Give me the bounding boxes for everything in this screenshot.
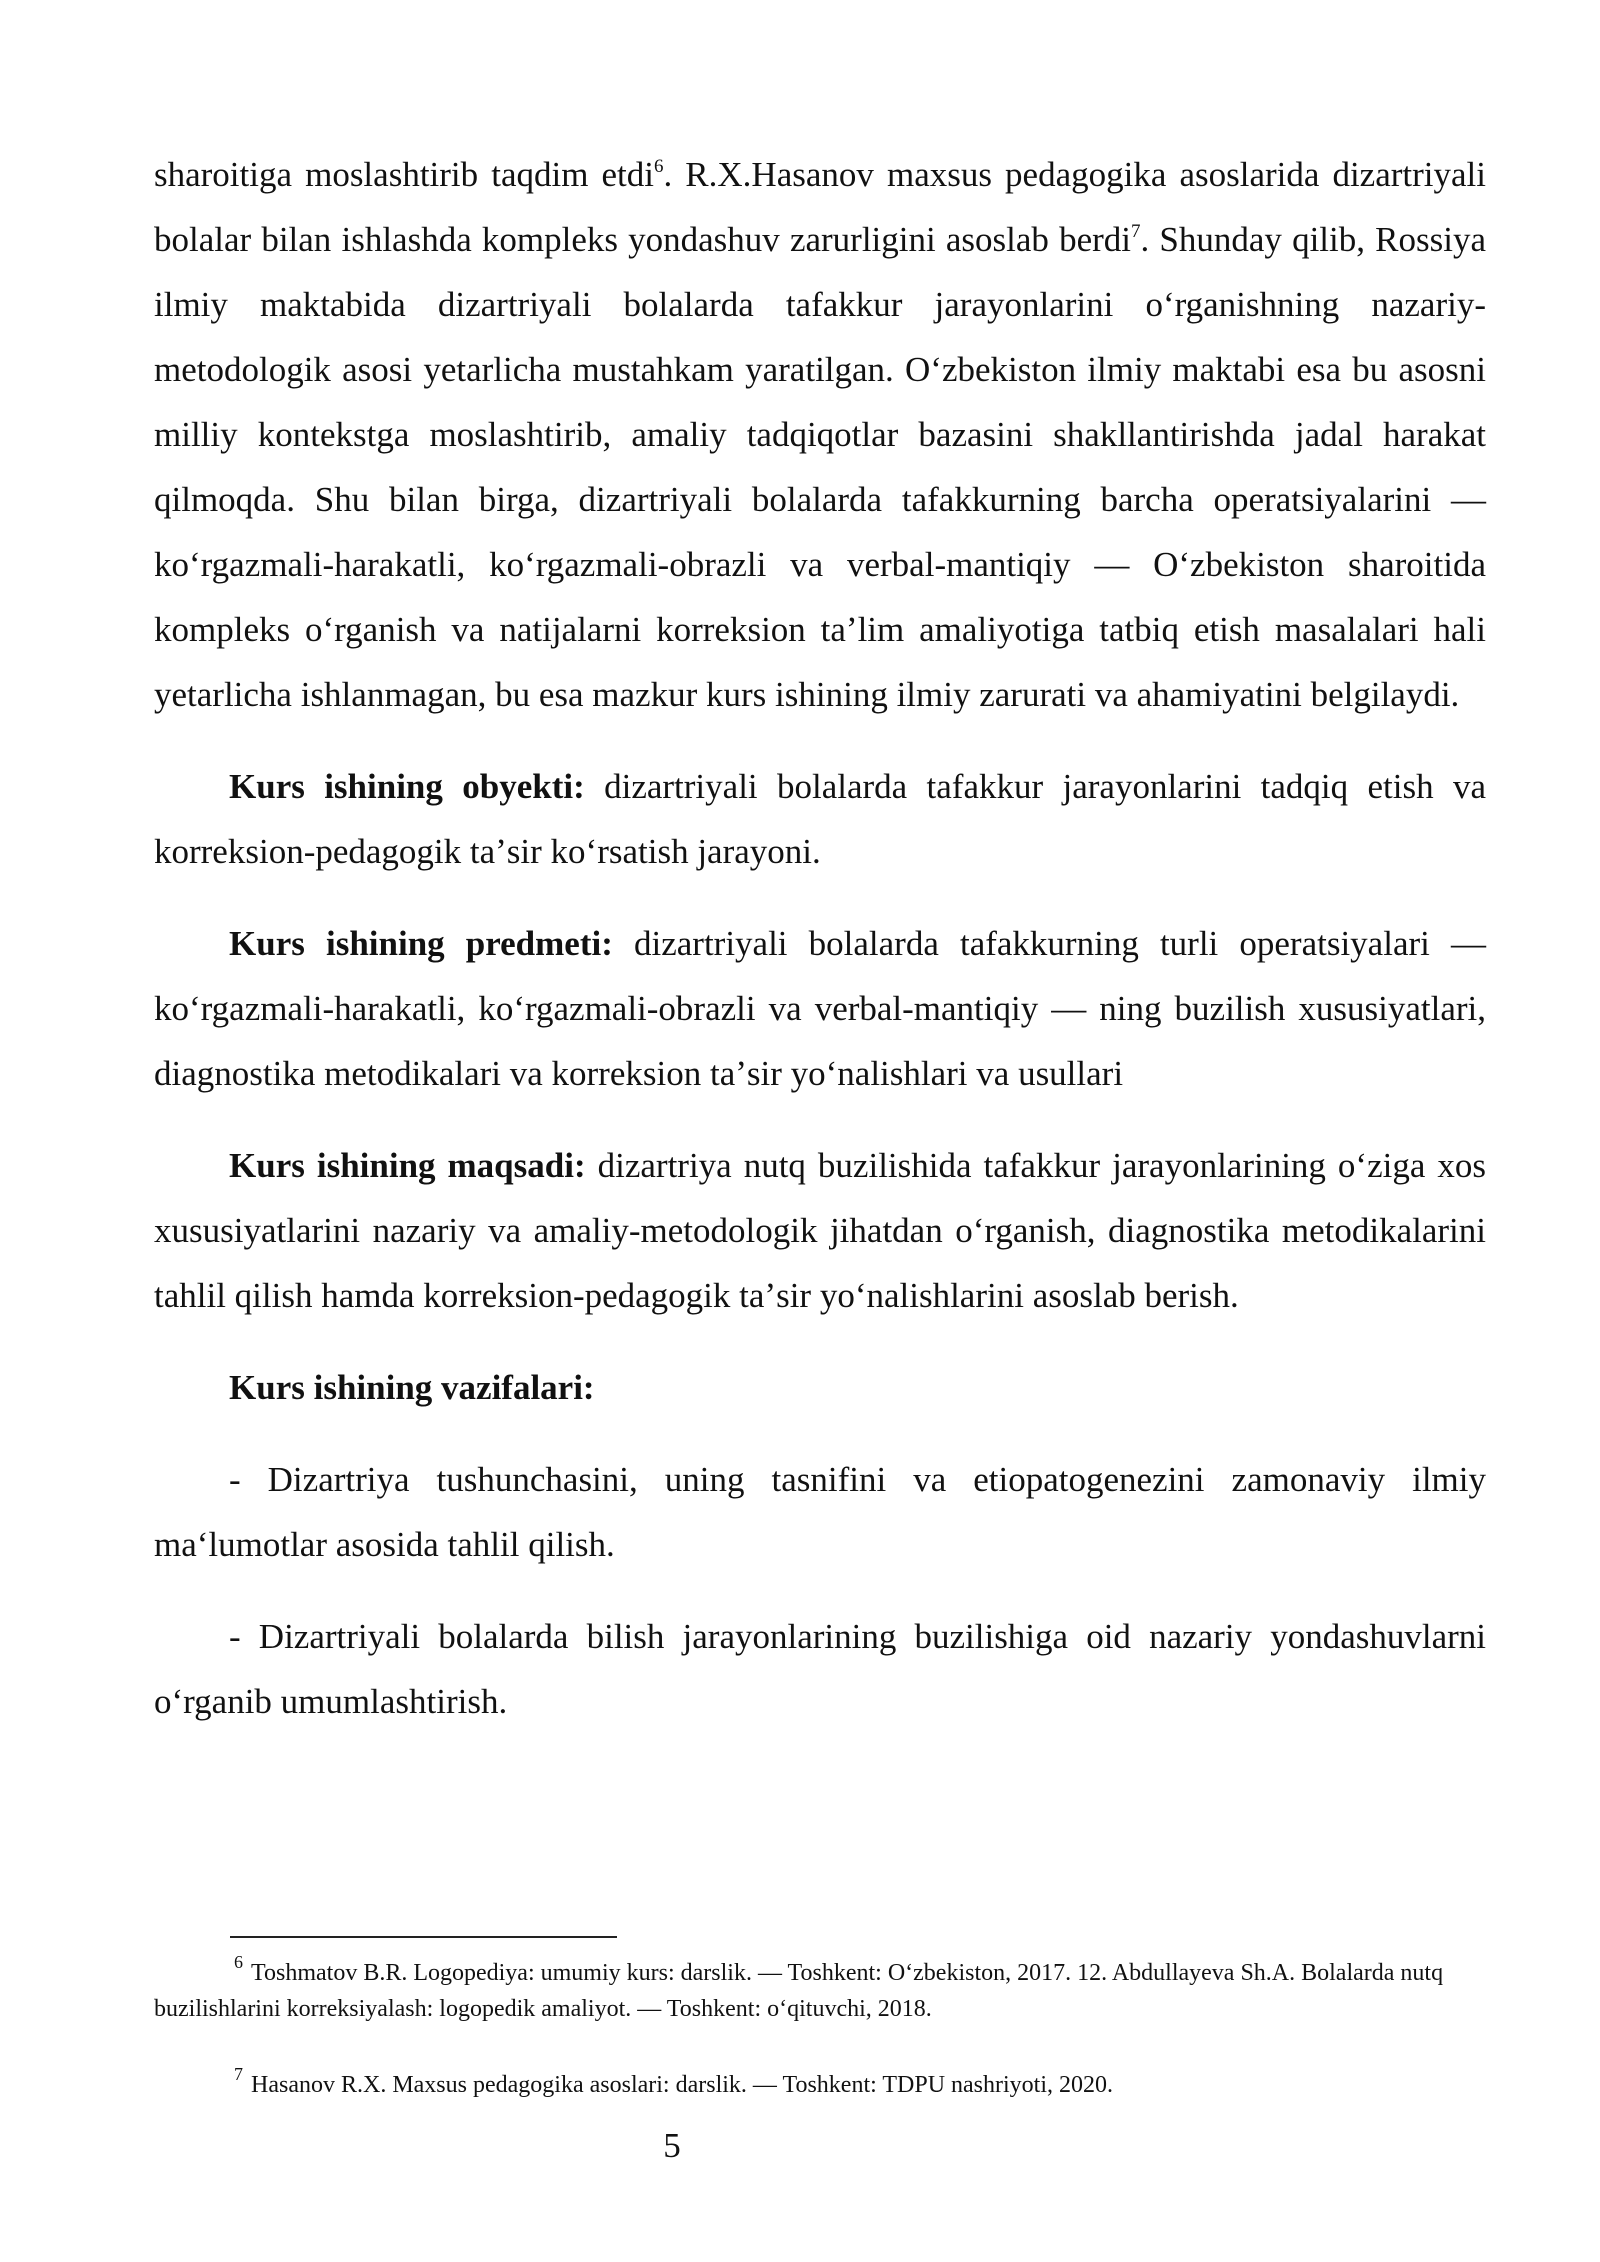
intro-text-part3: . Shunday qilib, Rossiya ilmiy maktabida dizartriyali bolalarda tafakkur jarayonlarini oʻrganishning nazariy-metodologik asosi yetarlicha mustahkam yaratilgan. Oʻzbekiston ilmiy maktabi esa bu asosni milliy kontekstga moslashtirib, amaliy tadqiqotlar bazasini shakllantirishda jadal harakat qilmoqda. Shu bilan birga, dizartriyali bolalarda tafakkurning barcha operatsiyalarini — koʻrgazmali-harakatli, koʻrgazmali-obrazli va verbal-mantiqiy — Oʻzbekiston sharoitida kompleks oʻrganish va natijalarni korreksion taʼlim amaliyotiga tatbiq etish masalalari hali yetarlicha ishlanmagan, bu esa mazkur kurs ishining ilmiy zarurati va ahamiyatini belgilaydi. bbox=[154, 220, 1486, 714]
intro-text-part1: sharoitiga moslashtirib taqdim etdi bbox=[154, 155, 654, 194]
subject-text: dizartriyali bolalarda tafakkurning turli operatsiyalari — koʻrgazmali-harakatli, koʻrgazmali-obrazli va verbal-mantiqiy — ning buzilish xususiyatlari, diagnostika metodikalari va korreksion taʼsir yoʻnalishlari va usullari bbox=[154, 924, 1486, 1093]
footnote-ref-6[interactable]: 6 bbox=[653, 156, 664, 177]
tasks-heading bbox=[154, 1355, 1486, 1420]
intro-paragraph bbox=[154, 142, 1486, 727]
object-paragraph bbox=[154, 754, 1486, 884]
task-item: - Dizartriya tushunchasini, uning tasnifini va etiopatogenezini zamonaviy ilmiy maʻlumotlar asosida tahlil qilish. bbox=[154, 1460, 1486, 1564]
footnotes bbox=[154, 1952, 1486, 2103]
footnote-text: Hasanov R.X. Maxsus pedagogika asoslari: darslik. — Toshkent: TDPU nashriyoti, 2020. bbox=[251, 2072, 1114, 2098]
goal-text: dizartriya nutq buzilishida tafakkur jarayonlarining oʻziga xos xususiyatlarini nazariy va amaliy-metodologik jihatdan oʻrganish, diagnostika metodikalarini tahlil qilish hamda korreksion-pedagogik taʼsir yoʻnalishlarini asoslab berish. bbox=[154, 1146, 1486, 1315]
footnote-separator bbox=[230, 1936, 617, 1938]
footnote-number: 6 bbox=[234, 1952, 243, 1972]
footnote-ref-7[interactable]: 7 bbox=[1131, 221, 1141, 242]
footnote-text: Toshmatov B.R. Logopediya: umumiy kurs: darslik. — Toshkent: Oʻzbekiston, 2017. 12. Abdullayeva Sh.A. Bolalarda nutq buzilishlarini korreksiyalash: logopedik amaliyot. — Toshkent: oʻqituvchi, 2018. bbox=[154, 1960, 1444, 2022]
tasks-label: Kurs ishining vazifalari: bbox=[229, 1368, 595, 1407]
task-item: - Dizartriyali bolalarda bilish jarayonlarining buzilishiga oid nazariy yondashuvlarni oʻrganib umumlashtirish. bbox=[154, 1617, 1486, 1721]
page-number: 5 bbox=[663, 2126, 681, 2165]
footnote-7 bbox=[154, 2064, 1486, 2103]
footnote-6 bbox=[154, 1952, 1486, 2027]
intro-text-part2: . R.X.Hasanov maxsus pedagogika asoslarida dizartriyali bolalar bilan ishlashda kompleks yondashuv zarurligini asoslab berdi bbox=[154, 155, 1486, 259]
goal-label: Kurs ishining maqsadi: bbox=[229, 1146, 586, 1185]
subject-paragraph bbox=[154, 911, 1486, 1106]
main-text bbox=[154, 142, 1486, 1734]
subject-label: Kurs ishining predmeti: bbox=[229, 924, 613, 963]
footnote-number: 7 bbox=[234, 2064, 243, 2084]
object-label: Kurs ishining obyekti: bbox=[229, 767, 585, 806]
object-text: dizartriyali bolalarda tafakkur jarayonlarini tadqiq etish va korreksion-pedagogik taʼsir koʻrsatish jarayoni. bbox=[154, 767, 1486, 871]
goal-paragraph bbox=[154, 1133, 1486, 1328]
